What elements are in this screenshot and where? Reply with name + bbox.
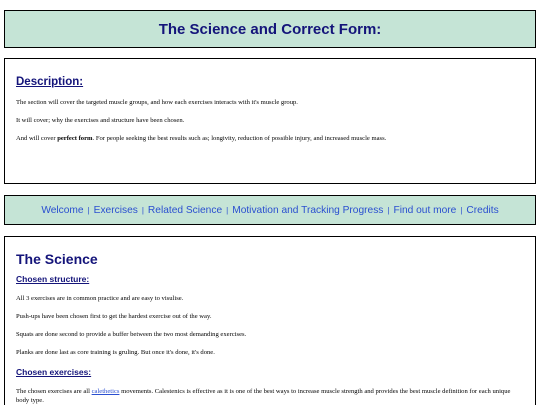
main-navigation	[4, 195, 536, 225]
science-section	[4, 236, 536, 405]
structure-line-2: Push-ups have been chosen first to get the hardest exercise out of the way.	[16, 313, 212, 320]
perfect-form-emphasis: perfect form	[57, 135, 93, 142]
science-heading: The Science	[16, 251, 98, 267]
structure-line-1: All 3 exercises are in common practice and are easy to visulise.	[16, 295, 184, 302]
nav-separator: |	[226, 205, 229, 215]
page-title: The Science and Correct Form:	[158, 20, 382, 38]
nav-link-find-out-more[interactable]: Find out more	[393, 204, 457, 216]
description-section	[4, 58, 536, 184]
exercises-paragraph	[16, 387, 524, 405]
nav-link-credits[interactable]: Credits	[466, 204, 499, 216]
nav-separator: |	[87, 205, 90, 215]
structure-line-4: Planks are done last as core training is gruling. But once it's done, it's done.	[16, 349, 215, 356]
description-line-3-start: And will cover	[16, 135, 58, 142]
nav-link-related-science[interactable]: Related Science	[147, 204, 223, 216]
description-line-3-end: . For people seeking the best results such as; longivity, reduction of possible injury, and increased muscle mass.	[92, 135, 387, 142]
exercises-text-start: The chosen exercises are all	[16, 388, 92, 395]
nav-link-welcome[interactable]: Welcome	[41, 204, 84, 216]
nav-separator: |	[141, 205, 144, 215]
nav-link-motivation-tracking[interactable]: Motivation and Tracking Progress	[232, 204, 384, 216]
nav-separator: |	[387, 205, 390, 215]
nav-separator: |	[460, 205, 463, 215]
page-header-banner	[4, 10, 536, 48]
calisthenics-link[interactable]: calethetics	[91, 388, 120, 395]
description-line-2: It will cover; why the exercises and structure have been chosen.	[16, 117, 185, 124]
description-line-3	[16, 135, 524, 143]
exercises-text-end: movements. Calestenics is effective as it is one of the best ways to increase muscle strength and provides the best muscle definition for each unique body type.	[16, 388, 511, 404]
chosen-exercises-heading: Chosen exercises:	[16, 367, 92, 377]
description-line-1: The section will cover the targeted muscle groups, and how each exercises interacts with it's muscle group.	[16, 99, 298, 106]
description-heading: Description:	[16, 76, 84, 88]
chosen-structure-heading: Chosen structure:	[16, 274, 90, 284]
nav-link-exercises[interactable]: Exercises	[93, 204, 138, 216]
structure-line-3: Squats are done second to provide a buffer between the two most demanding exercises.	[16, 331, 247, 338]
